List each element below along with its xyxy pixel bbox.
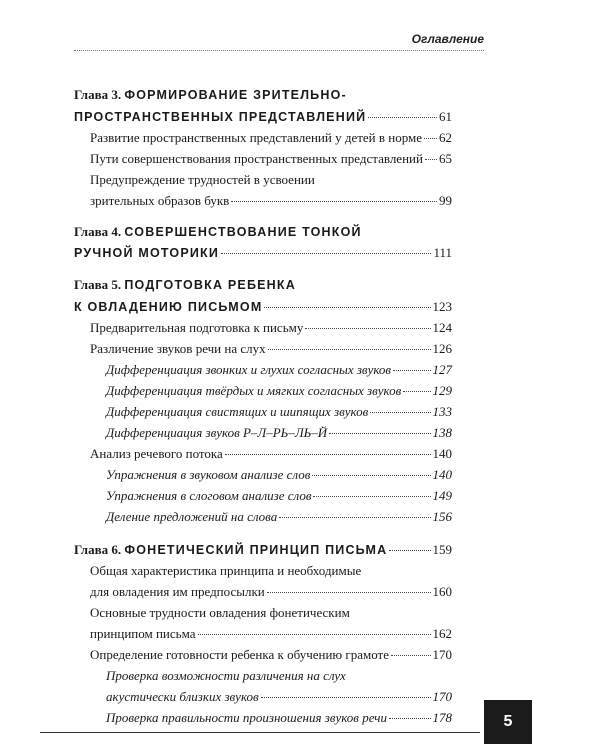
toc-entry-chapter-6[interactable] xyxy=(74,540,452,560)
page-number: 126 xyxy=(432,341,452,356)
chapter-5-title-line1: ПОДГОТОВКА РЕБЕНКА xyxy=(124,278,296,292)
dot-leader xyxy=(424,138,437,139)
toc-entry-chapter-5[interactable] xyxy=(74,297,452,317)
entry-title-line1: Общая характеристика принципа и необходимые xyxy=(90,563,362,578)
dot-leader xyxy=(391,655,431,656)
dot-leader xyxy=(305,328,430,329)
chapter-4-prefix: Глава 4. xyxy=(74,224,125,239)
dot-leader xyxy=(268,349,431,350)
entry-title-line1: Предупреждение трудностей в усвоении xyxy=(90,172,315,187)
page-number: 159 xyxy=(432,542,452,557)
toc-entry[interactable] xyxy=(106,402,452,422)
page-number: 133 xyxy=(432,404,452,419)
page-number: 62 xyxy=(439,130,452,145)
toc-entry-chapter-3[interactable] xyxy=(74,107,452,127)
entry-title: Предварительная подготовка к письму xyxy=(90,320,304,335)
entry-title: Упражнения в звуковом анализе слов xyxy=(106,467,311,482)
entry-title: Анализ речевого потока xyxy=(90,446,223,461)
toc-entry[interactable] xyxy=(90,645,452,665)
dot-leader xyxy=(312,475,430,476)
toc-entry[interactable] xyxy=(90,191,452,211)
entry-title: Деление предложений на слова xyxy=(106,509,278,524)
dot-leader xyxy=(425,159,437,160)
page-number: 127 xyxy=(432,362,452,377)
chapter-3-title-line2: ПРОСТРАНСТВЕННЫХ ПРЕДСТАВЛЕНИЙ xyxy=(74,110,367,124)
entry-title: Дифференциация свистящих и шипящих звуков xyxy=(106,404,369,419)
chapter-4-title-line2: РУЧНОЙ МОТОРИКИ xyxy=(74,246,220,260)
entry-title-line1: Проверка возможности различения на слух xyxy=(106,668,346,683)
page-number: 124 xyxy=(432,320,452,335)
chapter-6-prefix: Глава 6. xyxy=(74,542,125,557)
toc-entry[interactable] xyxy=(106,687,452,707)
page-number: 162 xyxy=(432,626,452,641)
toc-entry[interactable] xyxy=(90,149,452,169)
toc-entry[interactable] xyxy=(106,381,452,401)
page-number: 160 xyxy=(432,584,452,599)
entry-title-line1: Основные трудности овладения фонетическим xyxy=(90,605,350,620)
dot-leader xyxy=(221,253,431,254)
running-header xyxy=(74,30,484,51)
page-number: 99 xyxy=(439,193,452,208)
toc-entry[interactable] xyxy=(106,507,452,527)
toc-entry[interactable] xyxy=(106,486,452,506)
page-number: 140 xyxy=(432,446,452,461)
page-number: 156 xyxy=(432,509,452,524)
dot-leader xyxy=(329,433,430,434)
page-number: 140 xyxy=(432,467,452,482)
chapter-5-heading xyxy=(74,275,296,295)
dot-leader xyxy=(225,454,431,455)
entry-title: Дифференциация звуков Р–Л–РЬ–ЛЬ–Й xyxy=(106,425,328,440)
entry-title: Развитие пространственных представлений у детей в норме xyxy=(90,130,423,145)
entry-title: Дифференциация звонких и глухих согласных звуков xyxy=(106,362,392,377)
entry-title-line2: зрительных образов букв xyxy=(90,193,230,208)
entry-title: Упражнения в слоговом анализе слов xyxy=(106,488,312,503)
footer-rule xyxy=(40,732,480,733)
dot-leader xyxy=(313,496,430,497)
toc-entry[interactable] xyxy=(90,444,452,464)
toc-entry[interactable] xyxy=(90,582,452,602)
dot-leader xyxy=(370,412,430,413)
page-number: 129 xyxy=(432,383,452,398)
dot-leader xyxy=(279,517,430,518)
chapter-5-prefix: Глава 5. xyxy=(74,277,125,292)
chapter-3-prefix: Глава 3. xyxy=(74,87,125,102)
page-number: 138 xyxy=(432,425,452,440)
entry-title: Пути совершенствования пространственных представлений xyxy=(90,151,423,166)
entry-title: Проверка правильности произношения звуков речи xyxy=(106,710,388,725)
chapter-4-title-line1: СОВЕРШЕНСТВОВАНИЕ ТОНКОЙ xyxy=(124,225,362,239)
dot-leader xyxy=(389,550,430,551)
toc-entry[interactable] xyxy=(90,339,452,359)
entry-title-line2: принципом письма xyxy=(90,626,196,641)
dot-leader xyxy=(264,307,430,308)
toc-entry-chapter-4[interactable] xyxy=(74,243,452,263)
dot-leader xyxy=(368,117,437,118)
entry-title: Дифференциация твёрдых и мягких согласных звуков xyxy=(106,383,402,398)
page-number: 170 xyxy=(432,647,452,662)
page-number: 65 xyxy=(439,151,452,166)
dot-leader xyxy=(403,391,430,392)
dot-leader xyxy=(198,634,431,635)
toc-entry[interactable] xyxy=(106,465,452,485)
dot-leader xyxy=(267,592,431,593)
running-header-title: Оглавление xyxy=(411,32,484,46)
page-number: 61 xyxy=(439,109,452,124)
dot-leader xyxy=(389,718,430,719)
chapter-3-title-line1: ФОРМИРОВАНИЕ ЗРИТЕЛЬНО- xyxy=(124,88,347,102)
chapter-5-title-line2: К ОВЛАДЕНИЮ ПИСЬМОМ xyxy=(74,300,263,314)
toc-entry[interactable] xyxy=(106,360,452,380)
page-number: 111 xyxy=(433,245,452,260)
toc-entry[interactable] xyxy=(90,128,452,148)
page-number: 149 xyxy=(432,488,452,503)
toc-entry[interactable] xyxy=(90,318,452,338)
toc-entry[interactable] xyxy=(106,708,452,728)
toc-entry[interactable] xyxy=(106,423,452,443)
dot-leader xyxy=(393,370,430,371)
page-number: 178 xyxy=(432,710,452,725)
entry-title: Различение звуков речи на слух xyxy=(90,341,266,356)
chapter-3-heading xyxy=(74,85,347,105)
page-number-box xyxy=(484,700,532,744)
dot-leader xyxy=(231,201,437,202)
entry-title-line2: для овладения им предпосылки xyxy=(90,584,265,599)
toc-entry[interactable] xyxy=(90,624,452,644)
page-number-label: 5 xyxy=(503,713,513,730)
dot-leader xyxy=(261,697,431,698)
chapter-6-title: ФОНЕТИЧЕСКИЙ ПРИНЦИП ПИСЬМА xyxy=(124,543,388,557)
page-number: 170 xyxy=(432,689,452,704)
page-number: 123 xyxy=(432,299,452,314)
entry-title-line2: акустически близких звуков xyxy=(106,689,259,704)
chapter-4-heading xyxy=(74,222,362,242)
entry-title: Определение готовности ребенка к обучению грамоте xyxy=(90,647,389,662)
